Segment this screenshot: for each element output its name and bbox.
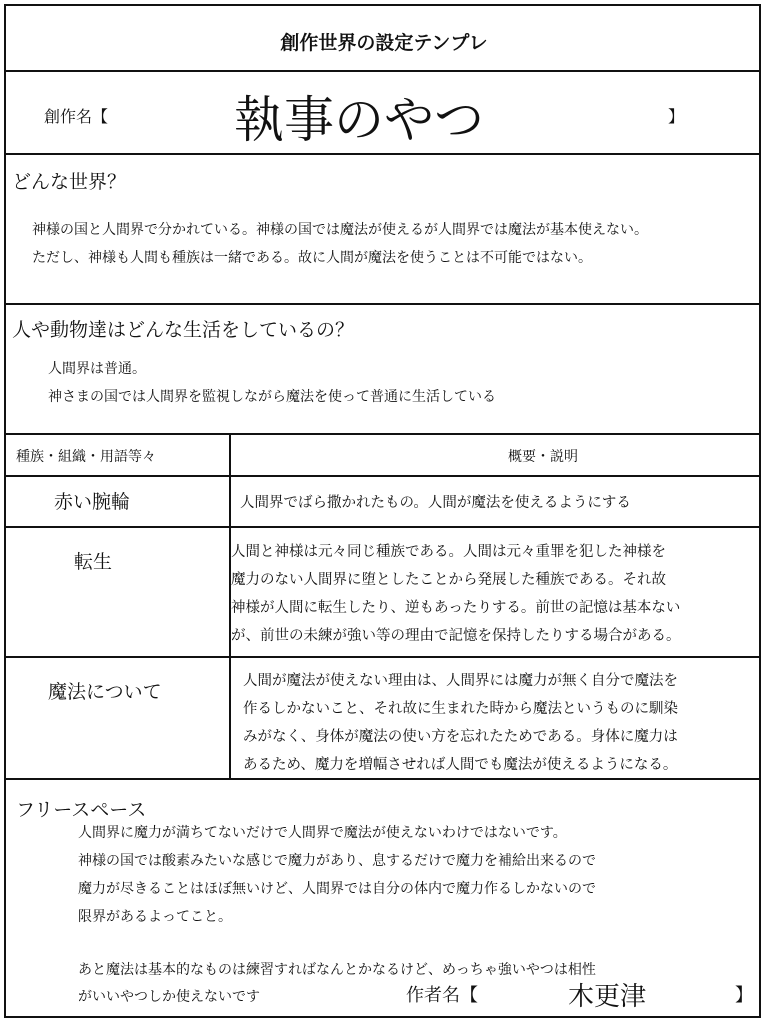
free-space-line: あと魔法は基本的なものは練習すればなんとかなるけど、めっちゃ強いやつは相性	[78, 962, 596, 978]
table-row-description-line: みがなく、身体が魔法の使い方を忘れたためである。身体に魔力は	[243, 729, 678, 745]
life-line: 人間界は普通。	[48, 361, 146, 377]
rule-after-life	[4, 433, 761, 435]
table-row-description-line: 作るしかないこと、それ故に生まれた時から魔法というものに馴染	[243, 701, 678, 717]
table-header-description: 概要・説明	[508, 449, 578, 465]
table-row-description-line: 人間が魔法が使えない理由は、人間界には魔力が無く自分で魔法を	[243, 673, 678, 689]
free-space-line: 人間界に魔力が満ちてないだけで人間界で魔法が使えないわけではないです。	[78, 825, 567, 841]
work-name-close-bracket: 】	[668, 107, 685, 126]
table-row-term: 赤い腕輪	[54, 491, 131, 513]
life-heading: 人や動物達はどんな生活をしているの？	[12, 319, 355, 341]
world-heading: どんな世界？	[12, 171, 127, 193]
author-name: 木更津	[568, 982, 647, 1012]
author-label: 作者名【	[406, 985, 478, 1006]
rule-after-title	[4, 70, 761, 72]
author-close-bracket: 】	[735, 985, 753, 1006]
rule-after-table-header	[4, 475, 761, 477]
work-name: 執事のやつ	[234, 91, 484, 149]
table-row-description-line: が、前世の未練が強い等の理由で記憶を保持したりする場合がある。	[231, 628, 681, 644]
rule-after-row-2	[4, 656, 761, 658]
work-name-label: 創作名【	[44, 107, 109, 126]
table-row-term: 転生	[74, 551, 113, 573]
table-row-description-line: あるため、魔力を増幅させれば人間でも魔法が使えるようになる。	[243, 757, 678, 773]
life-line: 神さまの国では人間界を監視しながら魔法を使って普通に生活している	[48, 389, 496, 405]
table-row-description-line: 人間界でばら撒かれたもの。人間が魔法を使えるようにする	[240, 495, 631, 511]
world-line: 神様の国と人間界で分かれている。神様の国では魔法が使えるが人間界では魔法が基本使えない。	[32, 222, 648, 238]
free-space-line: 魔力が尽きることはほぼ無いけど、人間界では自分の体内で魔力作るしかないので	[78, 881, 596, 897]
table-row-description-line: 人間と神様は元々同じ種族である。人間は元々重罪を犯した神様を	[231, 544, 666, 560]
free-space-line: がいいやつしか使えないです	[78, 989, 260, 1005]
free-space-line: 限界があるよってこと。	[78, 909, 232, 925]
rule-after-world	[4, 303, 761, 305]
table-header-term: 種族・組織・用語等々	[16, 449, 156, 465]
rule-after-work-name	[4, 153, 761, 155]
table-row-term: 魔法について	[48, 681, 162, 703]
rule-after-row-1	[4, 526, 761, 528]
table-row-description-line: 魔力のない人間界に堕としたことから発展した種族である。それ故	[231, 572, 666, 588]
world-line: ただし、神様も人間も種族は一緒である。故に人間が魔法を使うことは不可能ではない。	[32, 250, 592, 266]
table-row-description-line: 神様が人間に転生したり、逆もあったりする。前世の記憶は基本ない	[231, 600, 681, 616]
free-space-line: 神様の国では酸素みたいな感じで魔力があり、息するだけで魔力を補給出来るので	[78, 853, 596, 869]
page-title: 創作世界の設定テンプレ	[280, 32, 488, 54]
free-space-heading: フリースペース	[16, 799, 147, 821]
